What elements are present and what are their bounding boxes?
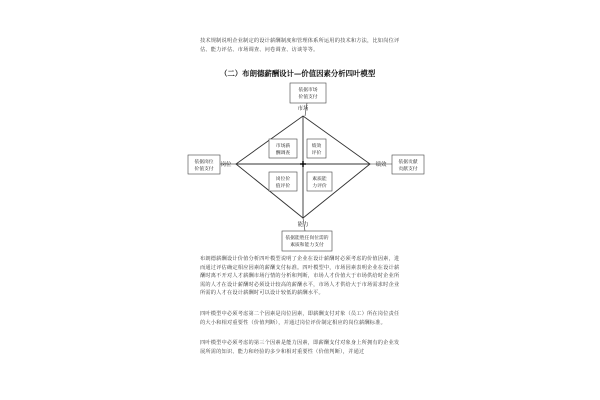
outer-left-line1: 依据岗位 bbox=[194, 160, 214, 165]
outer-box-left bbox=[188, 155, 220, 174]
body-paragraph-2: 四叶模型中必须考虑第二个因素是岗位因素，即薪酬支付对象（员工）所在岗位责任的大小和相对重要性（价值判断），并通过岗位评价制定相应的岗位薪酬标准。 bbox=[200, 311, 400, 326]
inner-bl-line2: 值评价 bbox=[275, 184, 291, 189]
body-paragraph-3: 四叶模型中必须考虑的第三个因素是能力因素，即薪酬支付对象身上所拥有的企业发展所需的知识、能力和经验的多少和相对重要性（价值判断），并通过 bbox=[200, 340, 400, 355]
outer-left-line2: 价值支付 bbox=[194, 167, 214, 172]
section-heading: （二）布朗德薪酬设计—价值因素分析四叶模型 bbox=[220, 69, 376, 78]
outer-top-line1: 依据市场 bbox=[298, 88, 318, 93]
inner-tr-line1: 绩效 bbox=[311, 144, 322, 149]
inner-br-line2: 力评价 bbox=[312, 184, 327, 189]
axis-label-performance: 绩效 bbox=[375, 162, 387, 168]
body-paragraph-1: 布朗德薪酬设计价值分析四叶模型说明了企业在设计薪酬时必须考虑的价值因素，进而通过评估确定相应因素的薪酬支付标准。四叶模型中，市场因素表明企业在设计薪酬时离不开对人才薪酬市场行情的分析和判断，市场人才价值大于市场供给时企业所需的人才在设计薪酬时必须设计较高的薪酬水平，市场人才供给大于市场需求时企业所需的人才在设计薪酬时可以设计较低的薪酬水平。 bbox=[200, 256, 400, 297]
outer-box-bottom bbox=[282, 231, 332, 251]
outer-right-line2: 贡献支付 bbox=[398, 167, 418, 172]
outer-top-line2: 价值支付 bbox=[298, 95, 318, 100]
outer-box-right bbox=[392, 155, 424, 174]
outer-bottom-line1: 依据能胜任岗位需的 bbox=[285, 236, 329, 241]
outer-right-line1: 依据贡献 bbox=[398, 160, 418, 165]
axis-label-ability: 能力 bbox=[297, 222, 309, 228]
inner-br-line1: 素质能 bbox=[312, 177, 327, 182]
outer-bottom-line2: 素质和能力支付 bbox=[290, 243, 324, 248]
inner-tr-line2: 评价 bbox=[311, 151, 322, 156]
inner-box-market-survey bbox=[269, 139, 297, 158]
inner-tl-line1: 市场薪 bbox=[275, 144, 291, 149]
inner-box-performance-eval bbox=[307, 139, 326, 158]
intro-paragraph: 技术规制说明企业制定的设计薪酬制度和管理体系所运用的技术和方法，比如岗位评估、能力评估、市场调查、问卷调查、访谈等等。 bbox=[200, 38, 400, 53]
inner-tl-line2: 酬调查 bbox=[275, 151, 291, 156]
inner-bl-line1: 岗位价 bbox=[275, 177, 291, 182]
axis-label-market: 市场 bbox=[297, 106, 309, 112]
axis-label-position: 岗位 bbox=[220, 162, 232, 168]
inner-box-ability-eval bbox=[307, 172, 332, 191]
inner-box-position-eval bbox=[269, 172, 297, 191]
outer-box-top bbox=[290, 83, 326, 103]
